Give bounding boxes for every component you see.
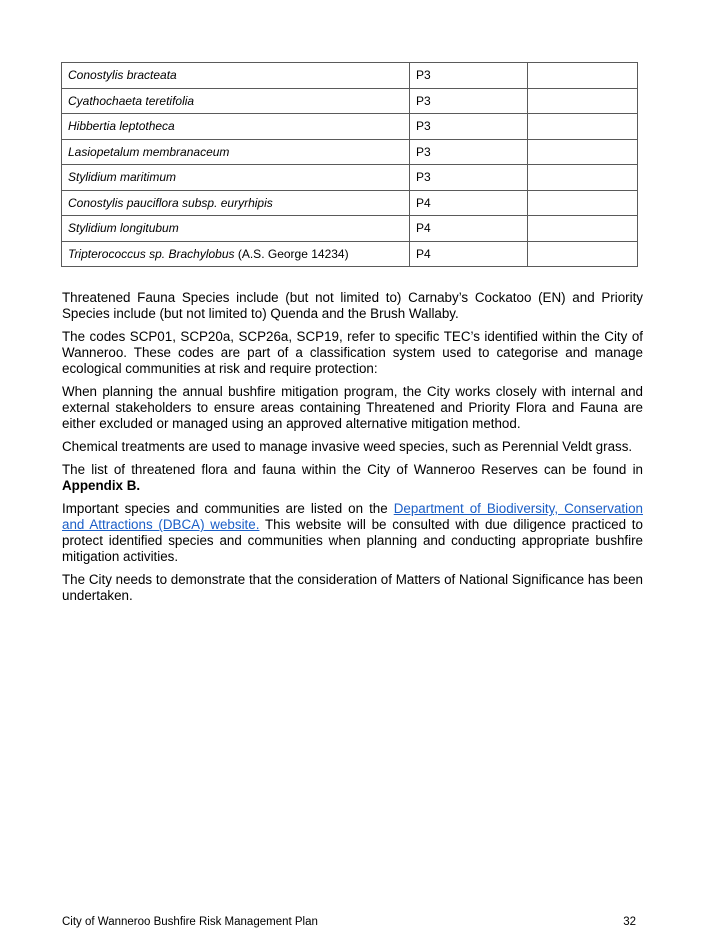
footer-title: City of Wanneroo Bushfire Risk Management Plan [62,916,318,928]
species-note [528,88,638,114]
table-row [62,114,638,140]
paragraph-mitigation-planning: When planning the annual bushfire mitigation program, the City works closely with internal and external stakeholders to ensure areas containing Threatened and Priority Flora and Fauna are either excluded or managed using an approved alternative mitigation method. [62,384,643,431]
paragraph-dbca [62,501,643,565]
dbca-website-link[interactable]: Department of Biodiversity, Conservation and Attractions (DBCA) website. [62,501,643,532]
species-name-cell [62,241,410,267]
species-status: P3 [410,63,528,89]
species-note [528,139,638,165]
species-name-cell [62,114,410,140]
species-table-body [62,63,638,267]
table-row [62,165,638,191]
species-status: P4 [410,190,528,216]
species-status: P4 [410,216,528,242]
dbca-text-before: Important species and communities are listed on the [62,501,394,516]
species-name: Cyathochaeta teretifolia [68,93,195,108]
species-name-cell [62,63,410,89]
paragraph-national-significance: The City needs to demonstrate that the consideration of Matters of National Significance has been undertaken. [62,572,643,603]
species-status: P3 [410,165,528,191]
dbca-text-after: This website will be consulted with due diligence practiced to protect identified species and communities when planning and conducting appropriate bushfire mitigation activities. [62,517,643,564]
species-name: Stylidium maritimum [68,170,177,185]
appendix-reference: Appendix B. [62,478,141,493]
species-note [528,216,638,242]
species-name: Conostylis bracteata [68,68,177,83]
appendix-text: The list of threatened flora and fauna within the City of Wanneroo Reserves can be found in [62,462,643,477]
species-name-cell [62,190,410,216]
species-name-cell [62,139,410,165]
body-text [62,290,643,611]
species-name-suffix: (A.S. George 14234) [234,246,349,261]
table-row [62,216,638,242]
species-note [528,63,638,89]
species-name: Lasiopetalum membranaceum [68,144,230,159]
species-status: P4 [410,241,528,267]
species-name-cell [62,165,410,191]
species-name: Stylidium longitubum [68,221,179,236]
species-status: P3 [410,88,528,114]
paragraph-chemical-treatments: Chemical treatments are used to manage invasive weed species, such as Perennial Veldt grass. [62,439,633,454]
species-table [61,62,638,267]
table-row [62,139,638,165]
species-status: P3 [410,114,528,140]
table-row [62,190,638,216]
species-status: P3 [410,139,528,165]
paragraph-appendix [62,462,643,494]
page-number: 32 [623,916,636,928]
table-row [62,63,638,89]
table-row [62,88,638,114]
paragraph-fauna: Threatened Fauna Species include (but not limited to) Carnaby’s Cockatoo (EN) and Priority Species include (but not limited to) Quenda and the Brush Wallaby. [62,290,643,321]
paragraph-tec-codes: The codes SCP01, SCP20a, SCP26a, SCP19, refer to specific TEC’s identified within the City of Wanneroo. These codes are part of a classification system used to categorise and manage ecological communities at risk and require protection: [62,329,643,376]
species-note [528,190,638,216]
species-name-cell [62,88,410,114]
species-note [528,241,638,267]
species-note [528,114,638,140]
species-note [528,165,638,191]
species-name: Hibbertia leptotheca [68,119,175,134]
species-name: Conostylis pauciflora subsp. euryrhipis [68,195,273,210]
species-name: Tripterococcus sp. Brachylobus [68,246,235,261]
table-row [62,241,638,267]
species-name-cell [62,216,410,242]
